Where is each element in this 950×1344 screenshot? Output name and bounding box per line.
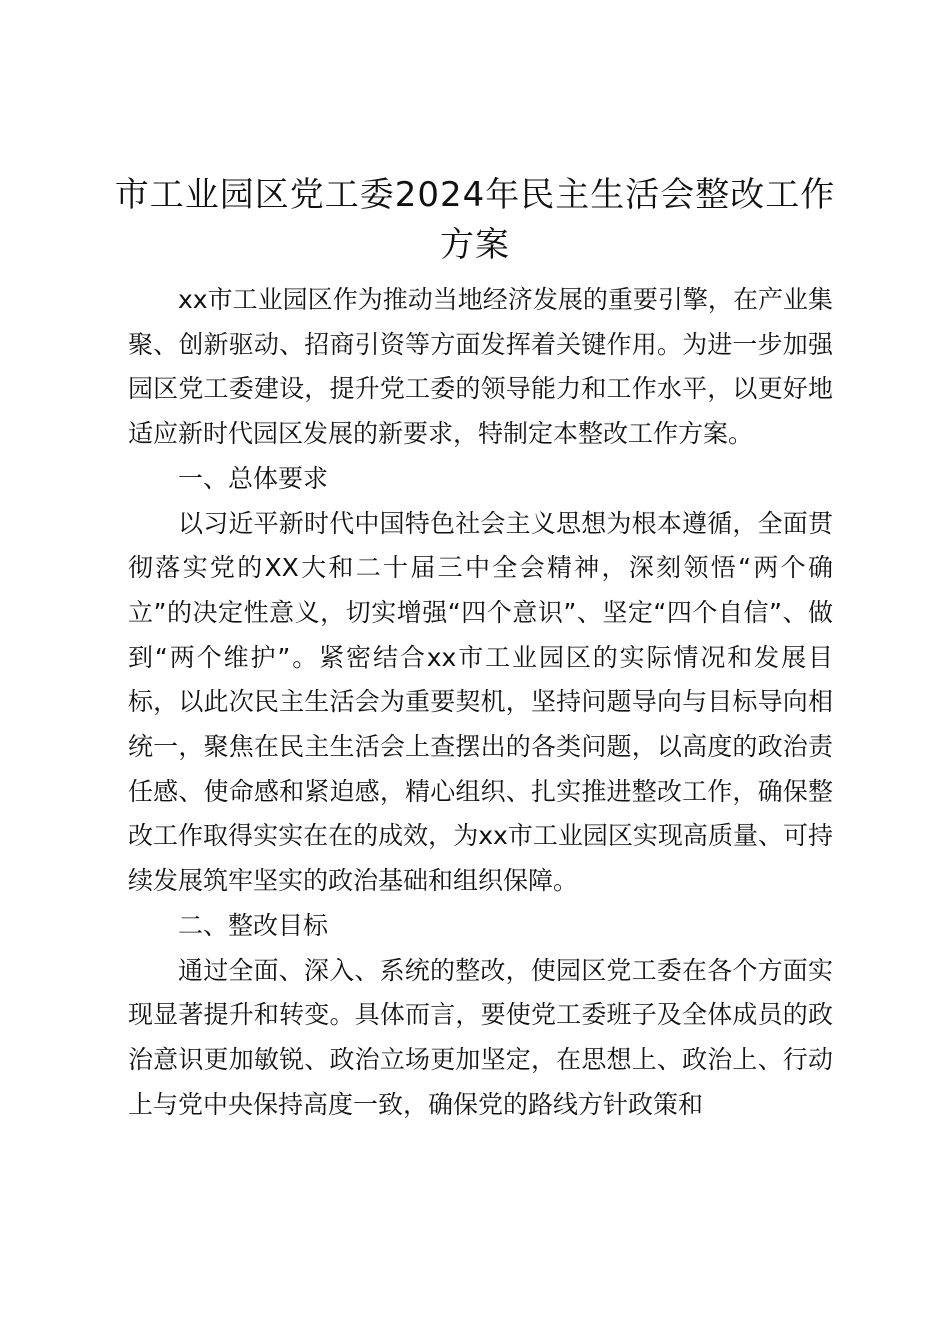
document-body bbox=[128, 278, 833, 1127]
section-heading-general-requirements: 一、总体要求 bbox=[178, 463, 329, 493]
document-title: 市工业园区党工委2024年民主生活会整改工作方案 bbox=[114, 175, 836, 265]
rectification-goals-paragraph: 通过全面、深入、系统的整改，使园区党工委在各个方面实现显著提升和转变。具体而言，要使党工委班子及全体成员的政治意识更加敏锐、政治立场更加坚定，在思想上、政治上、行动上与党中央保持高度一致，确保党的路线方针政策和 bbox=[128, 955, 833, 1119]
general-requirements-paragraph: 以习近平新时代中国特色社会主义思想为根本遵循，全面贯彻落实党的XX大和二十届三中全会精神，深刻领悟“两个确立”的决定性意义，切实增强“四个意识”、坚定“四个自信”、做到“两个维护”。紧密结合xx市工业园区的实际情况和发展目标，以此次民主生活会为重要契机，坚持问题导向与目标导向相统一，聚焦在民主生活会上查摆出的各类问题，以高度的政治责任感、使命感和紧迫感，精心组织、扎实推进整改工作，确保整改工作取得实实在在的成效，为xx市工业园区实现高质量、可持续发展筑牢坚实的政治基础和组织保障。 bbox=[128, 508, 833, 896]
intro-paragraph: xx市工业园区作为推动当地经济发展的重要引擎，在产业集聚、创新驱动、招商引资等方面发挥着关键作用。为进一步加强园区党工委建设，提升党工委的领导能力和工作水平，以更好地适应新时代园区发展的新要求，特制定本整改工作方案。 bbox=[128, 285, 833, 449]
section-heading-rectification-goals: 二、整改目标 bbox=[178, 910, 329, 940]
